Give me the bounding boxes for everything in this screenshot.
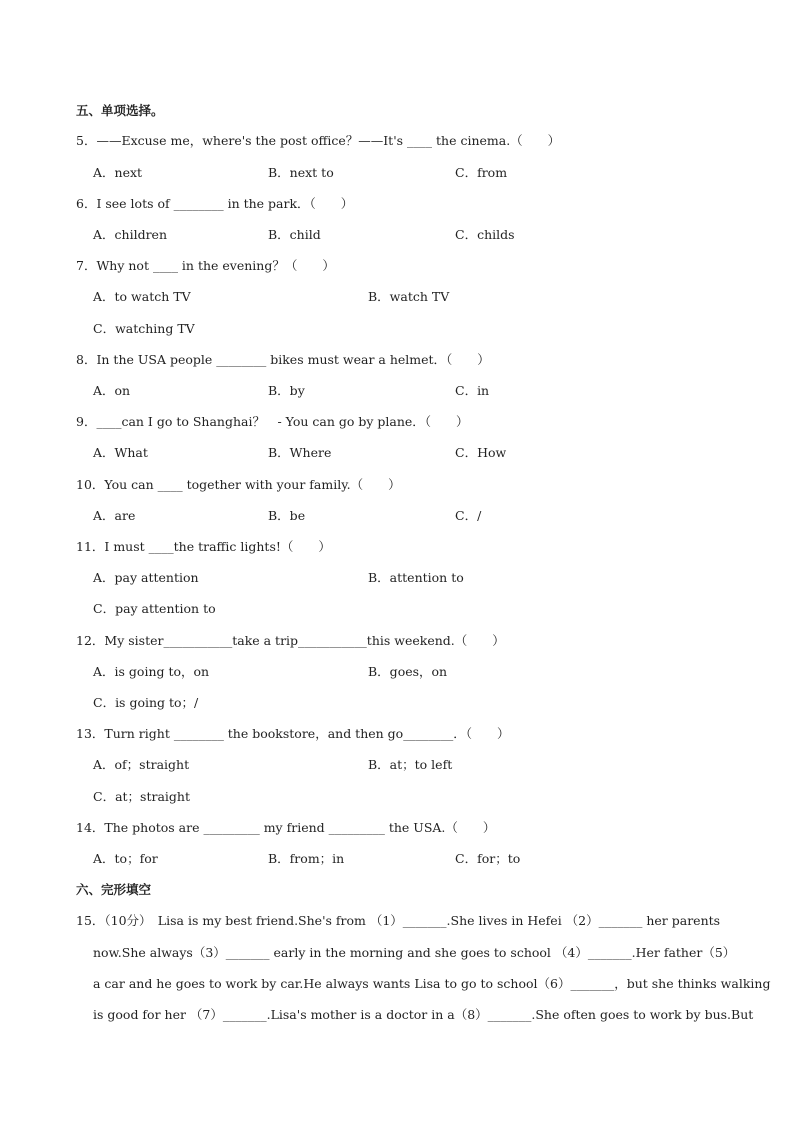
q11-option-c: C．pay attention to: [93, 601, 216, 616]
q9-option-b: B．Where: [268, 445, 332, 460]
q12-option-c: C．is going to；/: [93, 695, 199, 710]
q10-option-c: C．/: [455, 508, 482, 523]
question-5: 5．——Excuse me，where's the post office？——It's ____ the cinema.（ ）: [76, 133, 561, 148]
q11-option-a: A．pay attention: [93, 570, 199, 585]
question-8: 8．In the USA people ________ bikes must wear a helmet．（ ）: [76, 352, 490, 367]
question-14: 14．The photos are _________ my friend _________ the USA.（ ）: [76, 820, 496, 835]
q6-option-b: B．child: [268, 227, 321, 242]
section-five-title: 五、单项选择。: [76, 103, 164, 118]
q8-option-b: B．by: [268, 383, 305, 398]
q6-option-a: A．children: [93, 227, 167, 242]
question-11: 11．I must ____the traffic lights!（ ）: [76, 539, 331, 554]
q13-option-c: C．at；straight: [93, 789, 190, 804]
q9-option-c: C．How: [455, 445, 507, 460]
q14-option-b: B．from；in: [268, 851, 345, 866]
q6-option-c: C．childs: [455, 227, 515, 242]
cloze-passage-line-2: now.She always（3）_______ early in the morning and she goes to school （4）_______.Her father（5）: [93, 945, 736, 960]
q14-option-c: C．for；to: [455, 851, 521, 866]
section-six-title: 六、完形填空: [76, 882, 152, 897]
question-12: 12．My sister___________take a trip___________this weekend.（ ）: [76, 633, 505, 648]
question-9: 9．____can I go to Shanghai？ - You can go by plane．（ ）: [76, 414, 469, 429]
question-10: 10．You can ____ together with your family.（ ）: [76, 477, 401, 492]
question-6: 6．I see lots of ________ in the park．（ ）: [76, 196, 354, 211]
q5-option-a: A．next: [93, 165, 143, 180]
question-13: 13．Turn right ________ the bookstore，and then go________．（ ）: [76, 726, 510, 741]
q13-option-a: A．of；straight: [93, 757, 190, 772]
q7-option-c: C．watching TV: [93, 321, 195, 336]
cloze-passage-line-4: is good for her （7）_______.Lisa's mother is a doctor in a（8）_______.She often goes to work by bus.But: [93, 1007, 754, 1022]
q8-option-c: C．in: [455, 383, 490, 398]
q10-option-a: A．are: [93, 508, 136, 523]
q13-option-b: B．at；to left: [368, 757, 453, 772]
q9-option-a: A．What: [93, 445, 148, 460]
question-7: 7．Why not ____ in the evening？（ ）: [76, 258, 335, 273]
q5-option-c: C．from: [455, 165, 508, 180]
q5-option-b: B．next to: [268, 165, 334, 180]
q10-option-b: B．be: [268, 508, 306, 523]
q7-option-b: B．watch TV: [368, 289, 450, 304]
q12-option-a: A．is going to，on: [93, 664, 210, 679]
cloze-passage-line-3: a car and he goes to work by car.He always wants Lisa to go to school（6）_______，but she thinks walking: [93, 976, 771, 991]
cloze-passage-line-1: 15．（10分） Lisa is my best friend.She's from （1）_______.She lives in Hefei （2）_______ her parents: [76, 913, 721, 928]
q8-option-a: A．on: [93, 383, 131, 398]
q11-option-b: B．attention to: [368, 570, 464, 585]
q7-option-a: A．to watch TV: [93, 289, 191, 304]
q14-option-a: A．to；for: [93, 851, 158, 866]
q12-option-b: B．goes，on: [368, 664, 448, 679]
